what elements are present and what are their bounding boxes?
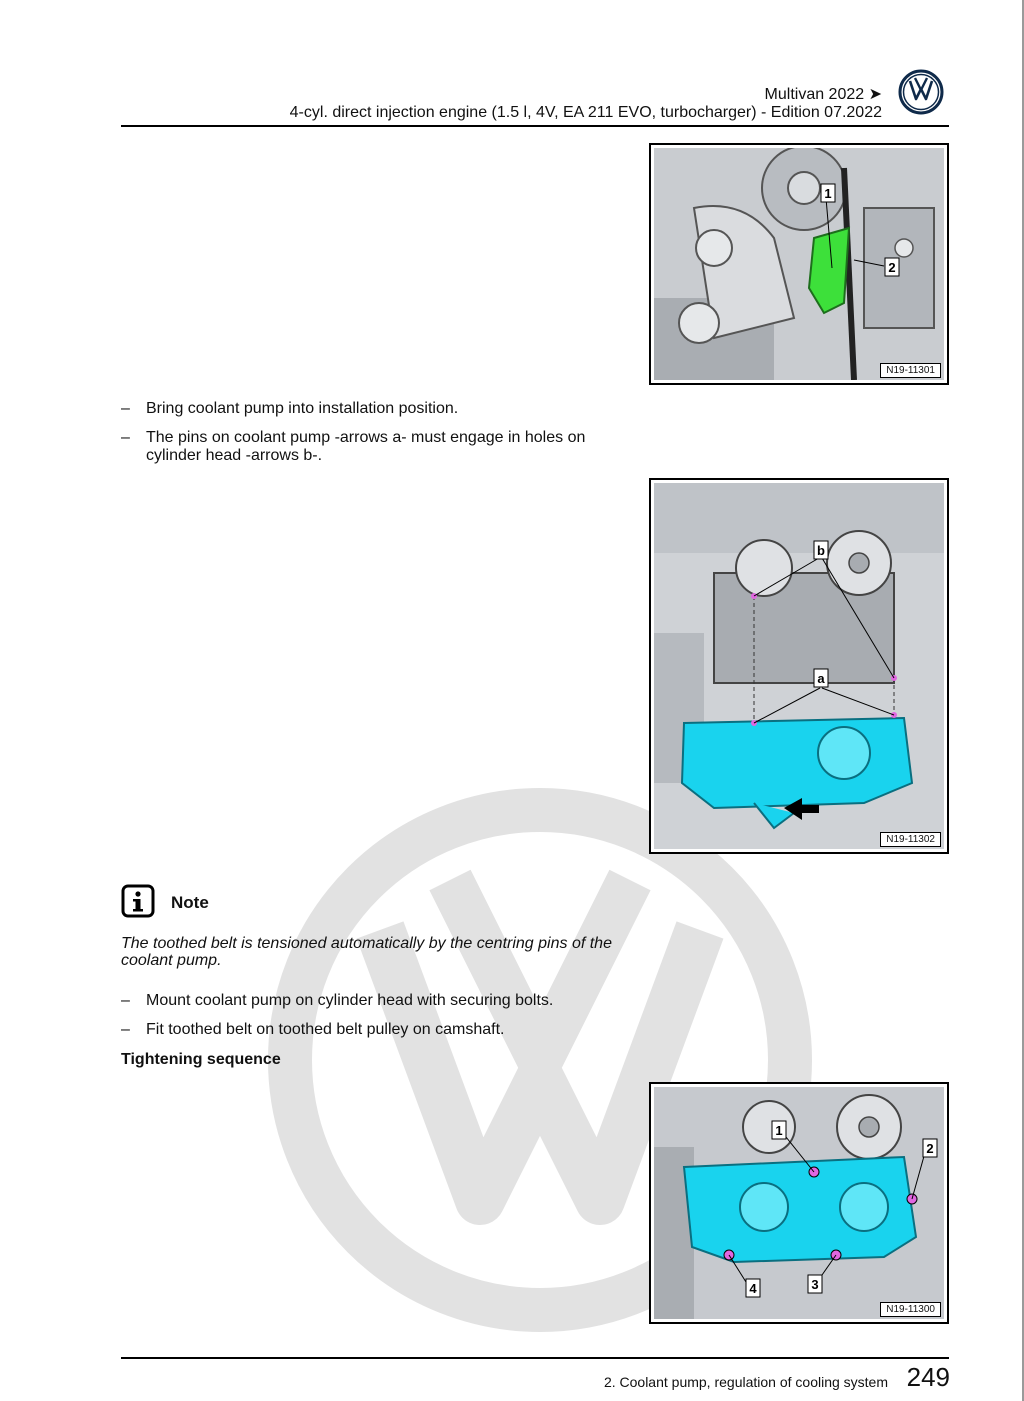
footer-rule bbox=[121, 1357, 949, 1359]
figure-2 bbox=[649, 478, 949, 854]
header-rule bbox=[121, 125, 949, 127]
step-item bbox=[121, 1021, 621, 1039]
figure-1-label-1: 1 bbox=[824, 186, 832, 201]
note-text: The toothed belt is tensioned automatically by the centring pins of the coolant pump. bbox=[121, 935, 612, 969]
figure-1-label-2: 2 bbox=[888, 260, 896, 275]
figure-3-code: N19-11300 bbox=[880, 1302, 941, 1317]
figure-3-label-3: 3 bbox=[811, 1277, 819, 1292]
figure-2-label-b: b bbox=[817, 543, 825, 558]
step-dash: – bbox=[121, 400, 130, 417]
footer-section-title: 2. Coolant pump, regulation of cooling system bbox=[603, 1374, 888, 1390]
note-label: Note bbox=[171, 893, 209, 912]
vw-logo-icon bbox=[898, 69, 944, 115]
figure-3-label-4: 4 bbox=[749, 1281, 757, 1296]
tightening-heading: Tightening sequence bbox=[121, 1051, 281, 1068]
figure-2-code: N19-11302 bbox=[880, 832, 941, 847]
step-item bbox=[121, 400, 621, 418]
step-dash: – bbox=[121, 992, 130, 1009]
figure-3-label-1: 1 bbox=[775, 1123, 783, 1138]
figure-1-code: N19-11301 bbox=[880, 363, 941, 378]
step-text: Bring coolant pump into installation position. bbox=[146, 400, 459, 417]
figure-1 bbox=[649, 143, 949, 385]
figure-3-label-2: 2 bbox=[926, 1141, 934, 1156]
step-text: Fit toothed belt on toothed belt pulley on camshaft. bbox=[146, 1021, 505, 1038]
step-dash: – bbox=[121, 429, 130, 446]
figure-2-label-a: a bbox=[817, 671, 825, 686]
header-edition: 4-cyl. direct injection engine (1.5 l, 4V, EA 211 EVO, turbocharger) - Edition 07.2022 bbox=[289, 104, 882, 121]
step-item bbox=[121, 429, 621, 465]
figure-2-illustration bbox=[654, 483, 944, 849]
step-text: Mount coolant pump on cylinder head with securing bolts. bbox=[146, 992, 554, 1009]
figure-3 bbox=[649, 1082, 949, 1324]
step-item bbox=[121, 992, 621, 1010]
info-icon bbox=[121, 884, 155, 918]
step-text: The pins on coolant pump -arrows a- must engage in holes on cylinder head -arrows b-. bbox=[146, 429, 586, 464]
step-dash: – bbox=[121, 1021, 130, 1038]
figure-1-illustration bbox=[654, 148, 944, 380]
figure-3-illustration bbox=[654, 1087, 944, 1319]
header-model: Multivan 2022 ➤ bbox=[764, 86, 882, 103]
page-number: 249 bbox=[906, 1362, 950, 1392]
